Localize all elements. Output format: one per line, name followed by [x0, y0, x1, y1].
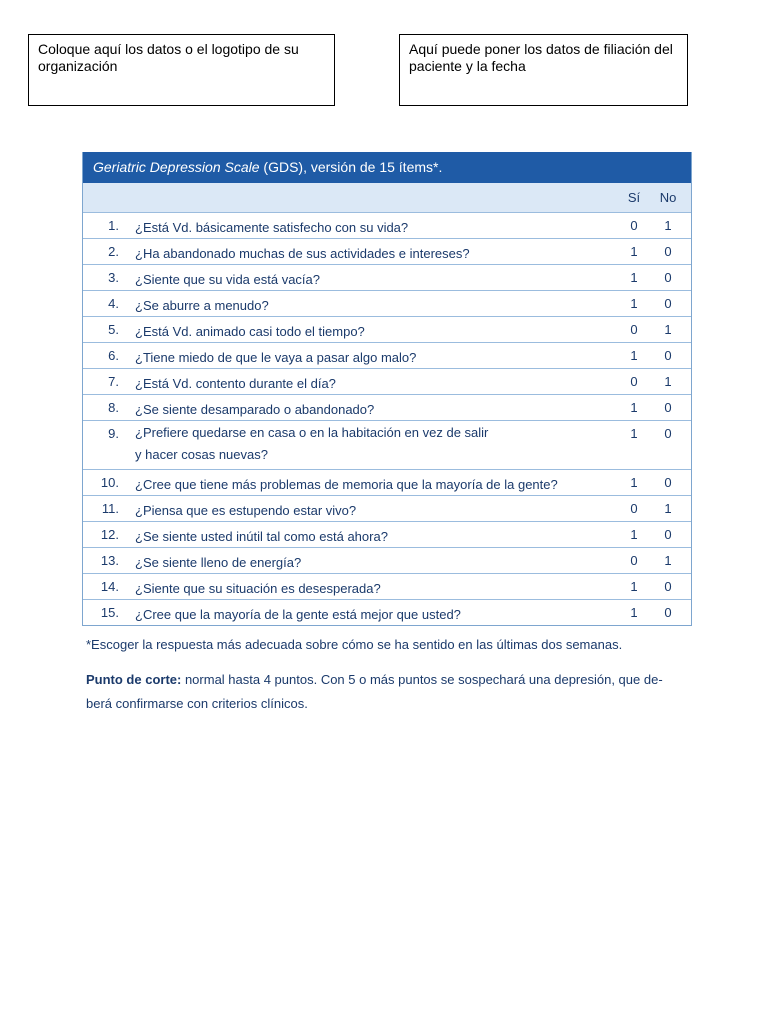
gds-table: [82, 152, 692, 626]
item-question-line: ¿Cree que tiene más problemas de memoria que la mayoría de la gente?: [135, 477, 558, 492]
gds-items: [83, 213, 691, 625]
item-number: 14.: [100, 579, 119, 594]
item-score-si: 0: [630, 553, 638, 568]
item-question: [135, 296, 605, 316]
table-row: [83, 421, 691, 470]
item-score-no: 0: [664, 400, 672, 415]
item-score-no: 0: [664, 527, 672, 542]
item-question: [135, 553, 605, 573]
item-score-no: 0: [664, 244, 672, 259]
item-question-line: ¿Siente que su vida está vacía?: [135, 272, 321, 287]
table-row: [83, 600, 691, 625]
item-question-line: ¿Prefiere quedarse en casa o en la habitación en vez de salir: [135, 425, 489, 440]
item-question: [135, 475, 605, 495]
table-row: [83, 239, 691, 265]
item-number: 9.: [108, 426, 119, 441]
item-score-no: 1: [664, 501, 672, 516]
item-question-line: y hacer cosas nuevas?: [135, 447, 268, 462]
cutoff-text: [86, 668, 692, 716]
item-question-line: ¿Está Vd. básicamente satisfecho con su vida?: [135, 220, 409, 235]
item-number: 10.: [100, 475, 119, 490]
column-header-si: Sí: [627, 190, 641, 205]
item-number: 2.: [108, 244, 119, 259]
table-row: [83, 574, 691, 600]
item-question: [135, 244, 605, 264]
item-question: [135, 270, 605, 290]
item-score-no: 1: [664, 322, 672, 337]
table-row: [83, 522, 691, 548]
item-question: [135, 579, 605, 599]
item-number: 7.: [108, 374, 119, 389]
item-score-si: 0: [630, 501, 638, 516]
cutoff-line1: normal hasta 4 puntos. Con 5 o más puntos se sospechará una depresión, que de-: [181, 672, 663, 687]
table-row: [83, 548, 691, 574]
item-score-si: 1: [630, 527, 638, 542]
item-score-no: 0: [664, 475, 672, 490]
item-question-line: ¿Tiene miedo de que le vaya a pasar algo malo?: [135, 350, 417, 365]
table-row: [83, 343, 691, 369]
item-score-si: 0: [630, 218, 638, 233]
item-question: [135, 348, 605, 368]
item-question: [135, 527, 605, 547]
item-question-line: ¿Siente que su situación es desesperada?: [135, 581, 381, 596]
item-score-si: 0: [630, 322, 638, 337]
item-question-line: ¿Está Vd. animado casi todo el tiempo?: [135, 324, 365, 339]
organization-placeholder-text: Coloque aquí los datos o el logotipo de su organización: [38, 41, 299, 74]
table-row: [83, 317, 691, 343]
item-number: 13.: [100, 553, 119, 568]
item-question-line: ¿Ha abandonado muchas de sus actividades e intereses?: [135, 246, 470, 261]
item-score-no: 0: [664, 605, 672, 620]
item-score-no: 0: [664, 270, 672, 285]
item-score-si: 1: [630, 579, 638, 594]
item-question-line: ¿Se siente desamparado o abandonado?: [135, 402, 375, 417]
organization-logo-box: [28, 34, 335, 106]
table-row: [83, 496, 691, 522]
gds-title-rest: (GDS), versión de 15 ítems*.: [259, 159, 443, 175]
item-score-no: 0: [664, 348, 672, 363]
item-number: 6.: [108, 348, 119, 363]
item-score-no: 0: [664, 426, 672, 441]
item-number: 12.: [100, 527, 119, 542]
table-row: [83, 395, 691, 421]
item-score-no: 1: [664, 218, 672, 233]
item-number: 8.: [108, 400, 119, 415]
patient-data-box: [399, 34, 688, 106]
item-number: 11.: [101, 501, 119, 516]
gds-title: [83, 152, 691, 183]
footnote: *Escoger la respuesta más adecuada sobre cómo se ha sentido en las últimas dos semanas.: [86, 637, 623, 652]
item-score-si: 1: [630, 348, 638, 363]
item-number: 5.: [108, 322, 119, 337]
item-score-si: 1: [630, 475, 638, 490]
item-question-line: ¿Está Vd. contento durante el día?: [135, 376, 336, 391]
item-number: 1.: [108, 218, 119, 233]
cutoff-line2: berá confirmarse con criterios clínicos.: [86, 696, 308, 711]
item-score-si: 1: [630, 426, 638, 441]
item-question-line: ¿Se siente usted inútil tal como está ahora?: [135, 529, 388, 544]
item-score-si: 1: [630, 605, 638, 620]
item-question-line: ¿Piensa que es estupendo estar vivo?: [135, 503, 357, 518]
item-question: [135, 400, 605, 420]
column-header-row: [83, 183, 691, 213]
table-row: [83, 470, 691, 496]
item-question-line: ¿Se siente lleno de energía?: [135, 555, 302, 570]
item-score-si: 1: [630, 270, 638, 285]
patient-placeholder-text: Aquí puede poner los datos de filiación del paciente y la fecha: [409, 41, 673, 74]
item-score-si: 1: [630, 400, 638, 415]
item-question: [135, 501, 605, 521]
item-score-no: 0: [664, 579, 672, 594]
item-question: [135, 422, 605, 466]
item-score-si: 0: [630, 374, 638, 389]
item-question: [135, 322, 605, 342]
item-number: 4.: [108, 296, 119, 311]
item-score-si: 1: [630, 296, 638, 311]
item-score-no: 1: [664, 374, 672, 389]
table-row: [83, 265, 691, 291]
item-score-si: 1: [630, 244, 638, 259]
cutoff-label: Punto de corte:: [86, 672, 182, 687]
item-score-no: 0: [664, 296, 672, 311]
item-number: 3.: [108, 270, 119, 285]
item-question-line: ¿Cree que la mayoría de la gente está mejor que usted?: [135, 607, 461, 622]
item-question-line: ¿Se aburre a menudo?: [135, 298, 269, 313]
table-row: [83, 369, 691, 395]
item-question: [135, 605, 605, 625]
table-row: [83, 291, 691, 317]
item-question: [135, 218, 605, 238]
item-question: [135, 374, 605, 394]
gds-title-italic: Geriatric Depression Scale: [93, 159, 260, 175]
item-score-no: 1: [664, 553, 672, 568]
table-row: [83, 213, 691, 239]
item-number: 15.: [100, 605, 119, 620]
column-header-no: No: [659, 190, 677, 205]
